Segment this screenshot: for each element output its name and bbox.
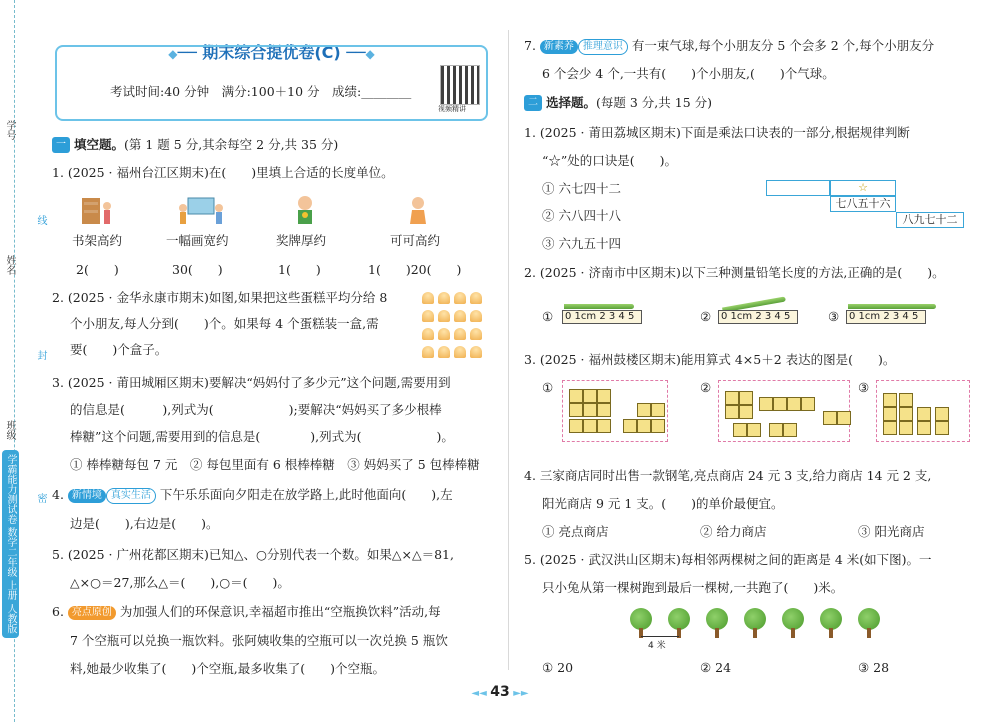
- section-title: 填空题。(第 1 题 5 分,其余每空 2 分,共 35 分): [74, 137, 339, 152]
- choice-5-option[interactable]: ① 20: [542, 660, 574, 675]
- series-badge: 学霸能力测试卷 数学二年级 上册 人教版: [2, 450, 19, 638]
- qr-code-icon[interactable]: [440, 65, 480, 105]
- exam-info: 考试时间:40 分钟 满分:100＋10 分 成绩:________: [110, 84, 412, 99]
- q1-answer[interactable]: 1( )20( ): [368, 262, 462, 277]
- question-2: 个小朋友,每人分到( )个。如果每 4 个蛋糕装一盒,需: [70, 316, 379, 331]
- option-mark[interactable]: ①: [542, 309, 554, 324]
- ruler: 0 1cm 2 3 4 5: [718, 310, 798, 324]
- page-number: ◄◄ 43 ►►: [471, 684, 529, 700]
- distance-label: 4 米: [648, 641, 666, 651]
- trees-figure: [630, 606, 890, 652]
- q1-answer[interactable]: 1( ): [278, 262, 321, 277]
- choice-1-option[interactable]: ③ 六九五十四: [542, 236, 621, 251]
- question-2: 要( )个盒子。: [70, 342, 168, 357]
- question-3: 3. (2025 · 莆田城厢区期末)要解决“妈妈付了多少元”这个问题,需要用到: [52, 375, 451, 390]
- q1-caption: 一幅画宽约: [166, 233, 229, 248]
- page-title: ◆── 期末综合提优卷(C) ──◆: [168, 43, 375, 62]
- choice-5-option[interactable]: ③ 28: [858, 660, 890, 675]
- section-title: 选择题。(每题 3 分,共 15 分): [546, 95, 712, 110]
- choice-1: “☆”处的口诀是( )。: [542, 153, 678, 168]
- option-mark[interactable]: ②: [700, 309, 712, 324]
- choice-5: 只小兔从第一棵树跑到最后一棵树,一共跑了( )米。: [542, 580, 844, 595]
- choice-5-option[interactable]: ② 24: [700, 660, 732, 675]
- choice-4-option[interactable]: ③ 阳光商店: [858, 524, 925, 539]
- section-badge: 二: [524, 95, 542, 111]
- distance-arrow: [641, 636, 679, 637]
- question-4: 边是( ),右边是( )。: [70, 516, 219, 531]
- question-7: 7. 新素养 推理意识 有一束气球,每个小朋友分 5 个会多 2 个,每个小朋友分: [524, 38, 935, 53]
- q1-answer[interactable]: 30( ): [172, 262, 223, 277]
- question-6: 6. 亮点原创 为加强人们的环保意识,幸福超市推出“空瓶换饮料”活动,每: [52, 604, 441, 619]
- choice-1: 1. (2025 · 莆田荔城区期末)下面是乘法口诀表的一部分,根据规律判断: [524, 125, 910, 140]
- ruler: 0 1cm 2 3 4 5: [562, 310, 642, 324]
- question-5: 5. (2025 · 广州花都区期末)已知△、○分别代表一个数。如果△×△＝81,: [52, 547, 454, 562]
- mult-table-cell: 八九七十二: [896, 212, 964, 228]
- bookshelf-icon: [80, 196, 114, 226]
- tree-icon: [744, 608, 766, 630]
- question-3: 的信息是( ),列式为( );要解决“妈妈买了多少根棒: [70, 402, 442, 417]
- cut-mark: 密: [35, 493, 46, 503]
- pencil-icon: [848, 304, 936, 309]
- tree-icon: [630, 608, 652, 630]
- choice-1-option[interactable]: ① 六七四十二: [542, 181, 621, 196]
- cubes-figure-2: [718, 380, 850, 442]
- question-1: 1. (2025 · 福州台江区期末)在( )里填上合适的长度单位。: [52, 165, 394, 180]
- cubes-figure-3: [876, 380, 970, 442]
- mult-table-cell: [766, 180, 830, 196]
- option-mark[interactable]: ①: [542, 380, 554, 395]
- option-mark[interactable]: ③: [828, 309, 840, 324]
- q1-answer[interactable]: 2( ): [76, 262, 119, 277]
- choice-5: 5. (2025 · 武汉洪山区期末)每相邻两棵树之间的距离是 4 米(如下图)。一: [524, 552, 932, 567]
- question-3-options: ① 棒棒糖每包 7 元 ② 每包里面有 6 根棒棒糖 ③ 妈妈买了 5 包棒棒糖: [70, 457, 480, 472]
- tree-icon: [858, 608, 880, 630]
- header-box: [55, 45, 488, 121]
- choice-4-option[interactable]: ① 亮点商店: [542, 524, 609, 539]
- column-divider: [508, 30, 509, 670]
- strip-label-class: 班级: [4, 420, 15, 440]
- question-7: 6 个会少 4 个,一共有( )个小朋友,( )个气球。: [542, 66, 835, 81]
- choice-4: 阳光商店 9 元 1 支。( )的单价最便宜。: [542, 496, 784, 511]
- mult-table-cell: 七八五十六: [830, 196, 896, 212]
- pencil-icon: [564, 304, 634, 309]
- option-mark[interactable]: ②: [700, 380, 712, 395]
- question-3: 棒糖”这个问题,需要用到的信息是( ),列式为( )。: [70, 429, 454, 444]
- cut-mark: 线: [35, 215, 46, 225]
- ruler: 0 1cm 2 3 4 5: [846, 310, 926, 324]
- q1-caption: 书架高约: [72, 233, 123, 248]
- choice-3: 3. (2025 · 福州鼓楼区期末)能用算式 4×5＋2 表达的图是( )。: [524, 352, 896, 367]
- question-5: △×○＝27,那么△＝( ),○＝( )。: [70, 575, 290, 590]
- tree-icon: [782, 608, 804, 630]
- tree-icon: [820, 608, 842, 630]
- qr-caption: 视频精讲: [438, 105, 466, 113]
- q1-caption: 奖牌厚约: [276, 233, 327, 248]
- girl-icon: [404, 194, 438, 224]
- tree-icon: [668, 608, 690, 630]
- mult-table-cell: ☆: [830, 180, 896, 196]
- cubes-figure-1: [562, 380, 668, 442]
- cupcakes-figure: [420, 290, 490, 360]
- question-6: 7 个空瓶可以兑换一瓶饮料。张阿姨收集的空瓶可以一次兑换 5 瓶饮: [70, 633, 448, 648]
- section-badge: 一: [52, 137, 70, 153]
- question-6: 料,她最少收集了( )个空瓶,最多收集了( )个空瓶。: [70, 661, 385, 676]
- strip-label-name: 姓名: [4, 255, 15, 275]
- choice-4: 4. 三家商店同时出售一款钢笔,亮点商店 24 元 3 支,给力商店 14 元 2 支,: [524, 468, 932, 483]
- question-4: 4. 新情境 真实生活 下午乐乐面向夕阳走在放学路上,此时他面向( ),左: [52, 487, 453, 502]
- question-2: 2. (2025 · 金华永康市期末)如图,如果把这些蛋糕平均分给 8: [52, 290, 388, 305]
- strip-label-id: 学号: [4, 120, 15, 140]
- painting-icon: [178, 196, 224, 226]
- option-mark[interactable]: ③: [858, 380, 870, 395]
- choice-1-option[interactable]: ② 六八四十八: [542, 208, 621, 223]
- medal-boy-icon: [288, 194, 322, 224]
- choice-2: 2. (2025 · 济南市中区期末)以下三种测量铅笔长度的方法,正确的是( )。: [524, 265, 945, 280]
- cut-mark: 封: [35, 350, 46, 360]
- tree-icon: [706, 608, 728, 630]
- q1-caption: 可可高约: [390, 233, 441, 248]
- choice-4-option[interactable]: ② 给力商店: [700, 524, 767, 539]
